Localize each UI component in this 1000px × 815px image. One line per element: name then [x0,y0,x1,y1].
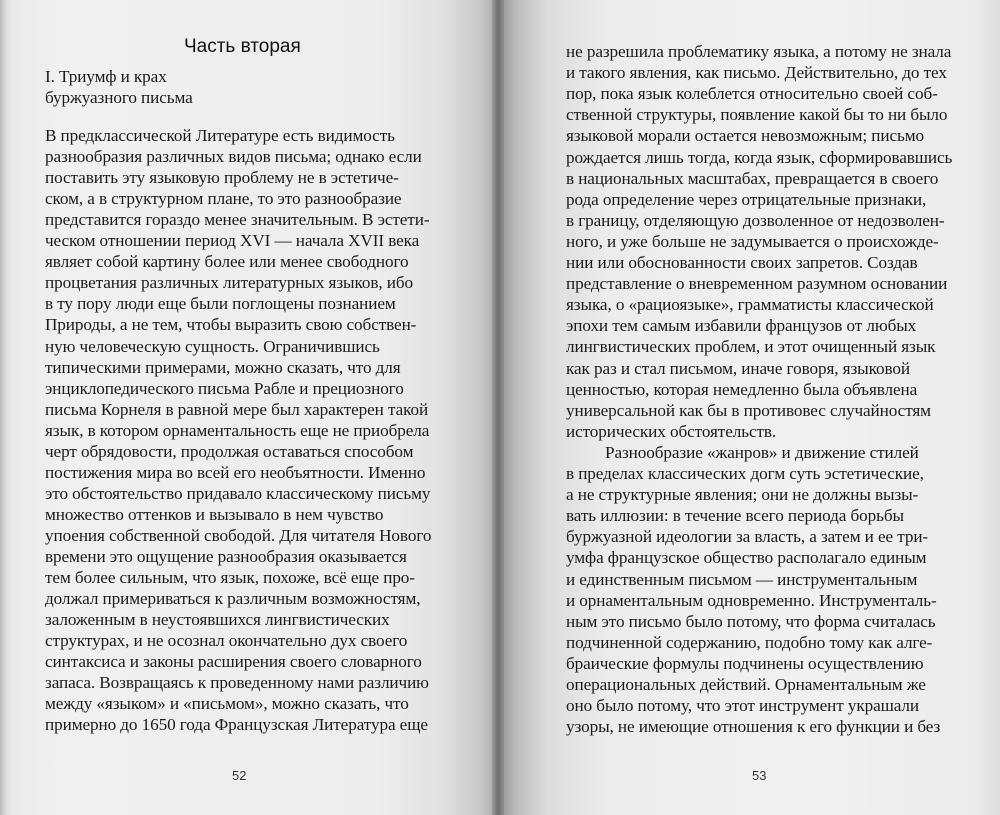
text-line: процветания различных литературных языков, ибо [45,273,414,293]
text-line: представление о вневременном разумном основании [566,274,948,294]
text-line: являет собой картину более или менее свободного [45,252,409,272]
text-line: примерно до 1650 года Французская Литература еще [45,715,428,735]
text-line: заложенным в неустоявшихся лингвистических [45,610,390,630]
text-line: энциклопедического письма Рабле и прециозного [45,378,404,398]
text-line: эпохи тем самым избавили французов от любых [566,316,917,336]
text-line: нии или обоснованности своих запретов. Создав [566,253,918,272]
page-number-right: 53 [752,768,767,783]
text-line: разнообразия различных видов письма; однако если [45,147,422,167]
text-line: постижения мира во всей его необъятности. Именно [45,462,426,482]
text-line: Разнообразие «жанров» и движение стилей [605,442,919,462]
text-line: умфа французское общество располагало единым [566,548,927,568]
text-line: пор, пока язык колеблется относительно своей соб- [566,84,938,104]
text-line: оно было потому, что этот инструмент украшали [566,696,920,716]
part-title: Часть вторая [184,36,301,57]
text-line: структурах, и не осознал окончательно дух своего [45,631,408,651]
text-line: и орнаментальным одновременно. Инструменталь- [566,590,937,610]
text-line: универсальной как бы в противовес случайностям [566,400,931,420]
text-line: запаса. Возвращаясь к проведенному нами различию [45,673,429,693]
text-line: черт обрядовости, продолжая оставаться способом [45,441,414,461]
text-line: исторических обстоятельств. [566,421,777,441]
text-line: вать иллюзии: в течение всего периода борьбы [566,506,904,526]
text-line: множество оттенков и вызывало в нем чувство [45,504,384,524]
text-line: поставить эту языковую проблему не в эстетиче- [45,168,399,188]
text-line: языка, о «рациоязыке», грамматисты классической [566,295,934,315]
text-line: как раз и стал письмом, иначе говоря, языковой [566,358,910,378]
text-line: браические формулы подчинены осуществлению [566,653,924,673]
page-number-left: 52 [232,768,247,783]
text-line: типическими примерами, можно сказать, что для [45,357,401,377]
text-line: упоения собственной свободой. Для читателя Нового [45,525,432,545]
text-line: подчиненной содержанию, подобно тому как алге- [566,632,933,652]
text-line: ную человеческую сущность. Ограничившись [45,336,380,356]
text-line: язык, в котором орнаментальность еще не приобрела [45,420,430,440]
text-line: письма Корнеля в равной мере был характерен такой [45,399,429,419]
text-line: ценностью, которая немедленно была объявлена [566,379,918,399]
text-line: и такого явления, как письмо. Действительно, до тех [566,63,947,83]
text-line: ском, а в структурном плане, то это разнообразие [45,189,402,209]
chapter-heading-line: I. Триумф и крах [45,67,167,86]
text-line: рождается лишь тогда, когда язык, сформировавшись [566,147,953,167]
text-line: и единственным письмом — инструментальным [566,569,918,589]
text-line: В предклассической Литературе есть видимость [45,126,395,145]
text-line: в ту пору люди еще были поглощены познанием [45,294,396,314]
text-line: ным это письмо было потому, что форма считалась [566,611,936,631]
text-line: операциональных действий. Орнаментальным же [566,675,926,694]
text-line: не разрешила проблематику языка, а потому не знала [566,42,952,61]
text-line: ческом отношении период XVI — начала XVII века [45,231,420,251]
text-line: это обстоятельство придавало классическому письму [45,483,431,503]
text-line: буржуазной идеологии за власть, а затем и ее три- [566,527,929,547]
chapter-heading-line: буржуазного письма [45,88,193,107]
text-line: ного, и уже больше не задумывается о происхожде- [566,231,939,251]
book-gutter [492,0,504,815]
text-line: Природы, а не тем, чтобы выразить свою собствен- [45,315,417,335]
text-line: синтаксиса и законы расширения своего словарного [45,652,422,672]
text-line: лингвистических проблем, и этот очищенный язык [566,337,936,357]
text-line: узоры, не имеющие отношения к его функции и без [566,717,941,737]
text-line: языковой морали остается невозможным; письмо [566,126,925,146]
text-line: а не структурные явления; они не должны вызы- [566,485,919,505]
text-line: ственной структуры, появление какой бы то ни было [566,105,948,125]
text-line: между «языком» и «письмом», можно сказать, что [45,694,409,714]
text-line: рода определение через отрицательные признаки, [566,189,927,209]
text-line: должал примериваться к различным возможностям, [45,589,421,609]
text-line: в пределах классических догм суть эстетические, [566,464,924,483]
text-line: представится гораздо менее значительным. В эстети- [45,210,430,230]
text-line: в национальных масштабах, превращается в своего [566,168,939,188]
text-line: в границу, отделяющую дозволенное от недозволен- [566,210,945,230]
text-line: времени это ощущение разнообразия оказывается [45,547,407,566]
text-line: тем более сильным, что язык, похоже, всё еще про- [45,568,415,588]
